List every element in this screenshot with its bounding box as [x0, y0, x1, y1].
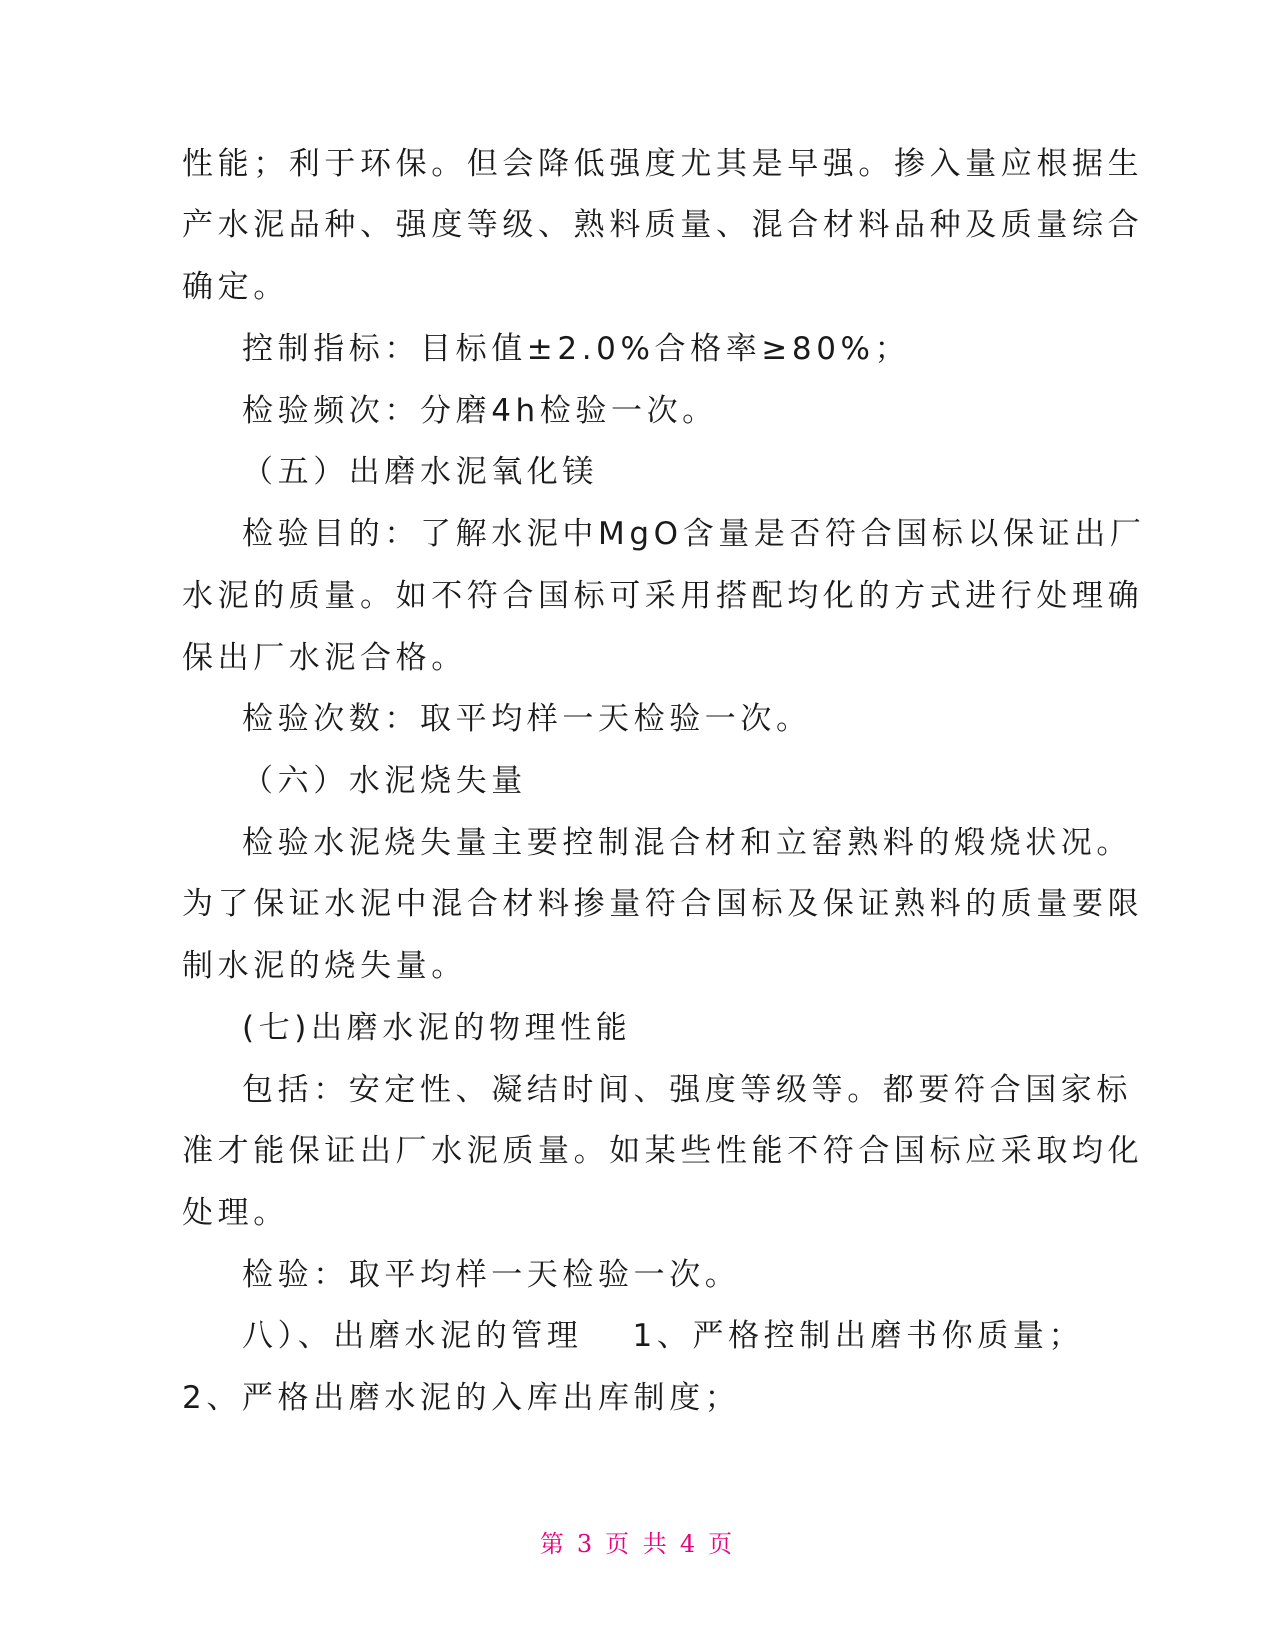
paragraph-line: 包括：安定性、凝结时间、强度等级等。都要符合国家标: [242, 1072, 1132, 1108]
footer-middle: 页 共: [605, 1530, 670, 1558]
paragraph-line: 控制指标：目标值±2.0%合格率≥80%；: [242, 331, 911, 367]
page-number-footer: [0, 1524, 1275, 1559]
section-heading: （六）水泥烧失量: [242, 763, 527, 799]
paragraph-line: 准才能保证出厂水泥质量。如某些性能不符合国标应采取均化: [182, 1133, 1144, 1169]
paragraph-line: 制水泥的烧失量。: [182, 948, 467, 984]
footer-suffix: 页: [708, 1530, 736, 1558]
paragraph-line: 性能；利于环保。但会降低强度尤其是早强。掺入量应根据生: [182, 146, 1144, 182]
paragraph-line: 确定。: [182, 269, 289, 305]
paragraph-line: 检验水泥烧失量主要控制混合材和立窑熟料的煅烧状况。: [242, 825, 1132, 861]
section-heading: 八）、出磨水泥的管理 1、严格控制出磨书你质量；: [242, 1318, 1085, 1354]
paragraph-line: 水泥的质量。如不符合国标可采用搭配均化的方式进行处理确: [182, 578, 1144, 614]
paragraph-line: 产水泥品种、强度等级、熟料质量、混合材料品种及质量综合: [182, 207, 1144, 243]
footer-prefix: 第: [539, 1530, 567, 1558]
section-heading: (七)出磨水泥的物理性能: [242, 1010, 632, 1046]
paragraph-line: 保出厂水泥合格。: [182, 640, 467, 676]
footer-page-number: 3: [576, 1530, 596, 1558]
paragraph-line: 检验：取平均样一天检验一次。: [242, 1257, 741, 1293]
paragraph-line: 为了保证水泥中混合材料掺量符合国标及保证熟料的质量要限: [182, 886, 1144, 922]
paragraph-line: 检验频次：分磨4h检验一次。: [242, 393, 718, 429]
paragraph-line: 处理。: [182, 1195, 289, 1231]
paragraph-line: 2、严格出磨水泥的入库出库制度；: [182, 1380, 741, 1416]
section-heading: （五）出磨水泥氧化镁: [242, 454, 598, 490]
paragraph-line: 检验目的：了解水泥中MgO含量是否符合国标以保证出厂: [242, 516, 1146, 552]
footer-total-pages: 4: [679, 1530, 699, 1558]
paragraph-line: 检验次数：取平均样一天检验一次。: [242, 701, 812, 737]
